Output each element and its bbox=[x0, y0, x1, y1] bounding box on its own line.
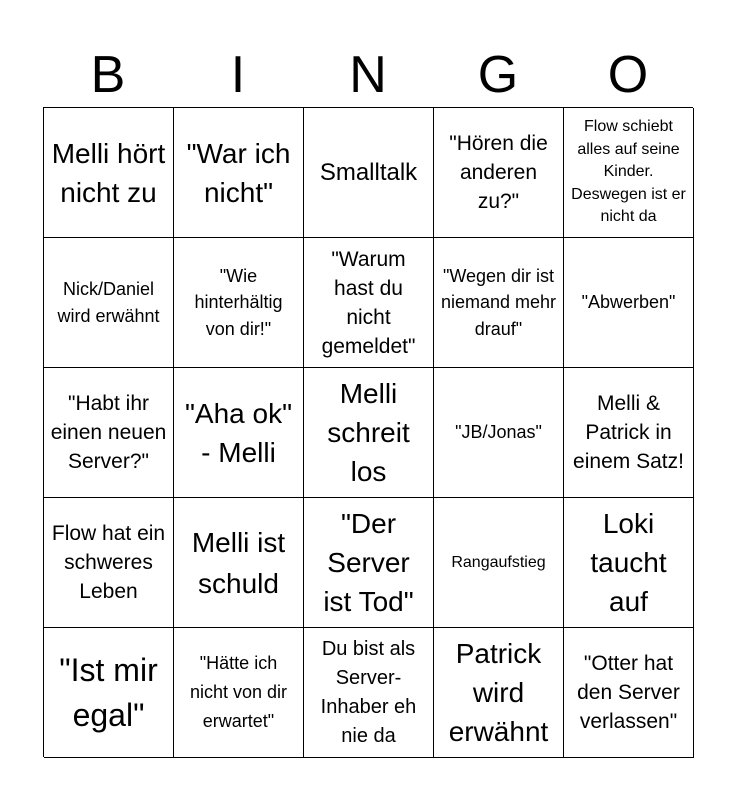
cell-text: "Ist mir egal" bbox=[59, 651, 158, 733]
bingo-cell[interactable] bbox=[44, 108, 174, 238]
cell-text: "Aha ok" - Melli bbox=[184, 397, 293, 468]
header-letter-g: G bbox=[477, 46, 519, 104]
cell-text: "Abwerben" bbox=[581, 292, 676, 313]
cell-text: Flow hat ein schweres Leben bbox=[51, 522, 166, 603]
bingo-cell[interactable] bbox=[174, 238, 304, 368]
bingo-cell[interactable] bbox=[304, 498, 434, 628]
bingo-cell[interactable] bbox=[44, 628, 174, 758]
header-letter-i: I bbox=[230, 46, 246, 104]
cell-text: "JB/Jonas" bbox=[455, 422, 542, 443]
header-letter-o: O bbox=[607, 46, 649, 104]
bingo-cell[interactable] bbox=[434, 108, 564, 238]
cell-text: Smalltalk bbox=[319, 158, 418, 186]
bingo-cell[interactable] bbox=[434, 238, 564, 368]
bingo-cell[interactable] bbox=[304, 238, 434, 368]
bingo-cell[interactable] bbox=[44, 368, 174, 498]
bingo-cell[interactable] bbox=[564, 498, 694, 628]
header-letter-b: B bbox=[90, 46, 126, 104]
cell-text: Loki taucht auf bbox=[590, 508, 667, 617]
bingo-cell[interactable] bbox=[44, 498, 174, 628]
cell-text: "Hören die anderen zu?" bbox=[449, 132, 548, 213]
bingo-cell[interactable] bbox=[174, 108, 304, 238]
bingo-cell[interactable] bbox=[304, 628, 434, 758]
bingo-cell[interactable] bbox=[304, 108, 434, 238]
cell-text: Flow schiebt alles auf seine Kinder. Deswegen ist er nicht da bbox=[571, 118, 686, 226]
bingo-grid bbox=[43, 107, 693, 757]
cell-text: "Wegen dir ist niemand mehr drauf" bbox=[440, 265, 557, 339]
cell-text: Rangaufstieg bbox=[451, 553, 546, 571]
bingo-cell[interactable] bbox=[174, 498, 304, 628]
cell-text: Melli ist schuld bbox=[191, 526, 286, 599]
cell-text: Melli hört nicht zu bbox=[51, 137, 166, 208]
bingo-cell[interactable] bbox=[434, 498, 564, 628]
bingo-cell[interactable] bbox=[564, 368, 694, 498]
cell-text: "Wie hinterhältig von dir!" bbox=[194, 265, 283, 339]
bingo-cell[interactable] bbox=[434, 368, 564, 498]
cell-text: Nick/Daniel wird erwähnt bbox=[57, 279, 160, 326]
cell-text: "Hätte ich nicht von dir erwartet" bbox=[189, 653, 288, 731]
bingo-cell[interactable] bbox=[304, 368, 434, 498]
cell-text: "Warum hast du nicht gemeldet" bbox=[321, 247, 416, 358]
cell-text: "Otter hat den Server verlassen" bbox=[577, 652, 680, 733]
bingo-cell[interactable] bbox=[174, 368, 304, 498]
bingo-cell[interactable] bbox=[174, 628, 304, 758]
bingo-cell[interactable] bbox=[434, 628, 564, 758]
header-letter-n: N bbox=[349, 46, 387, 104]
bingo-cell[interactable] bbox=[44, 238, 174, 368]
bingo-cell[interactable] bbox=[564, 108, 694, 238]
cell-text: "Der Server ist Tod" bbox=[323, 508, 414, 617]
cell-text: Du bist als Server-Inhaber eh nie da bbox=[320, 637, 417, 747]
bingo-cell[interactable] bbox=[564, 628, 694, 758]
cell-text: Melli & Patrick in einem Satz! bbox=[573, 392, 684, 473]
bingo-header bbox=[43, 44, 693, 106]
cell-text: Melli schreit los bbox=[327, 378, 410, 487]
cell-text: Patrick wird erwähnt bbox=[448, 638, 549, 747]
cell-text: "Habt ihr einen neuen Server?" bbox=[50, 392, 167, 473]
cell-text: "War ich nicht" bbox=[186, 137, 291, 208]
bingo-cell[interactable] bbox=[564, 238, 694, 368]
